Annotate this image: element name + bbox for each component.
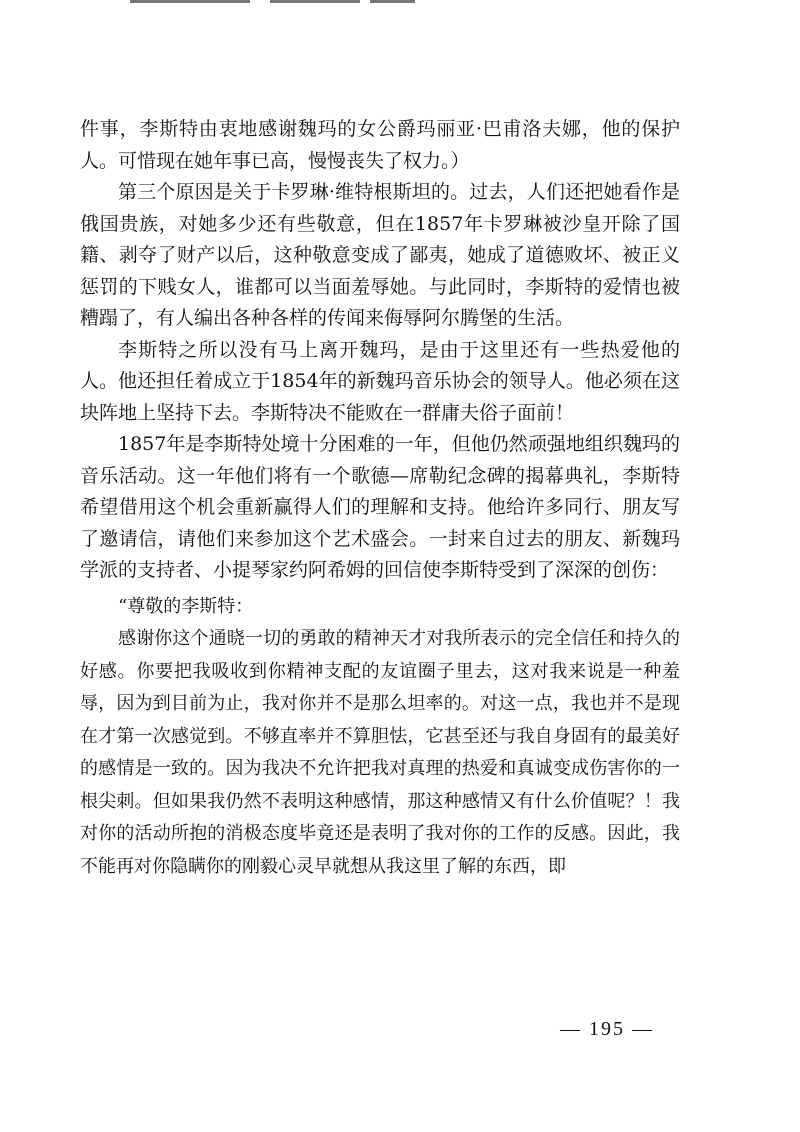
letter-body: 感谢你这个通晓一切的勇敢的精神天才对我所表示的完全信任和持久的好感。你要把我吸收到你精神支配的友谊圈子里去，这对我来说是一种羞辱，因为到目前为止，我对你并不是那么坦率的。对这一点，我也并不是现在才第一次感觉到。不够直率并不算胆怯，它甚至还与我自身固有的最美好的感情是一致的。因为我决不允许把我对真理的热爱和真诚变成伤害你的一根尖刺。但如果我仍然不表明这种感情，那这种感情又有什么价值呢？！我对你的活动所抱的消极态度毕竟还是表明了我对你的工作的反感。因此，我不能再对你隐瞒你的刚毅心灵早就想从我这里了解的东西，即 xyxy=(80,628,680,877)
paragraph-third-reason: 第三个原因是关于卡罗琳·维特根斯坦的。过去，人们还把她看作是俄国贵族，对她多少还有些敬意，但在1857年卡罗琳被沙皇开除了国籍、剥夺了财产以后，这种敬意变成了鄙夷，她成了道德败坏、被正义惩罚的下贱女人，谁都可以当面羞辱她。与此同时，李斯特的爱情也被糟蹋了，有人编出各种各样的传闻来侮辱阿尔腾堡的生活。 xyxy=(80,181,680,329)
page-body xyxy=(80,114,680,883)
top-rule-right xyxy=(370,0,415,3)
top-rule-middle xyxy=(270,0,360,3)
paragraph-1857: 1857年是李斯特处境十分困难的一年，但他仍然顽强地组织魏玛的音乐活动。这一年他们将有一个歌德—席勒纪念碑的揭幕典礼，李斯特希望借用这个机会重新赢得人们的理解和支持。他给许多同行、朋友写了邀请信，请他们来参加这个艺术盛会。一封来自过去的朋友、新魏玛学派的支持者、小提琴家约阿希姆的回信使李斯特受到了深深的创伤： xyxy=(80,433,680,581)
letter-salutation: “尊敬的李斯特： xyxy=(118,595,254,617)
paragraph-continuation: 件事，李斯特由衷地感谢魏玛的女公爵玛丽亚·巴甫洛夫娜，他的保护人。可惜现在她年事已高，慢慢丧失了权力。） xyxy=(80,118,680,172)
page-number: — 195 — xyxy=(560,1018,654,1040)
top-rule-left xyxy=(130,0,250,3)
paragraph-weimar-supporters: 李斯特之所以没有马上离开魏玛，是由于这里还有一些热爱他的人。他还担任着成立于1854年的新魏玛音乐协会的领导人。他必须在这块阵地上坚持下去。李斯特决不能败在一群庸夫俗子面前！ xyxy=(80,338,680,424)
